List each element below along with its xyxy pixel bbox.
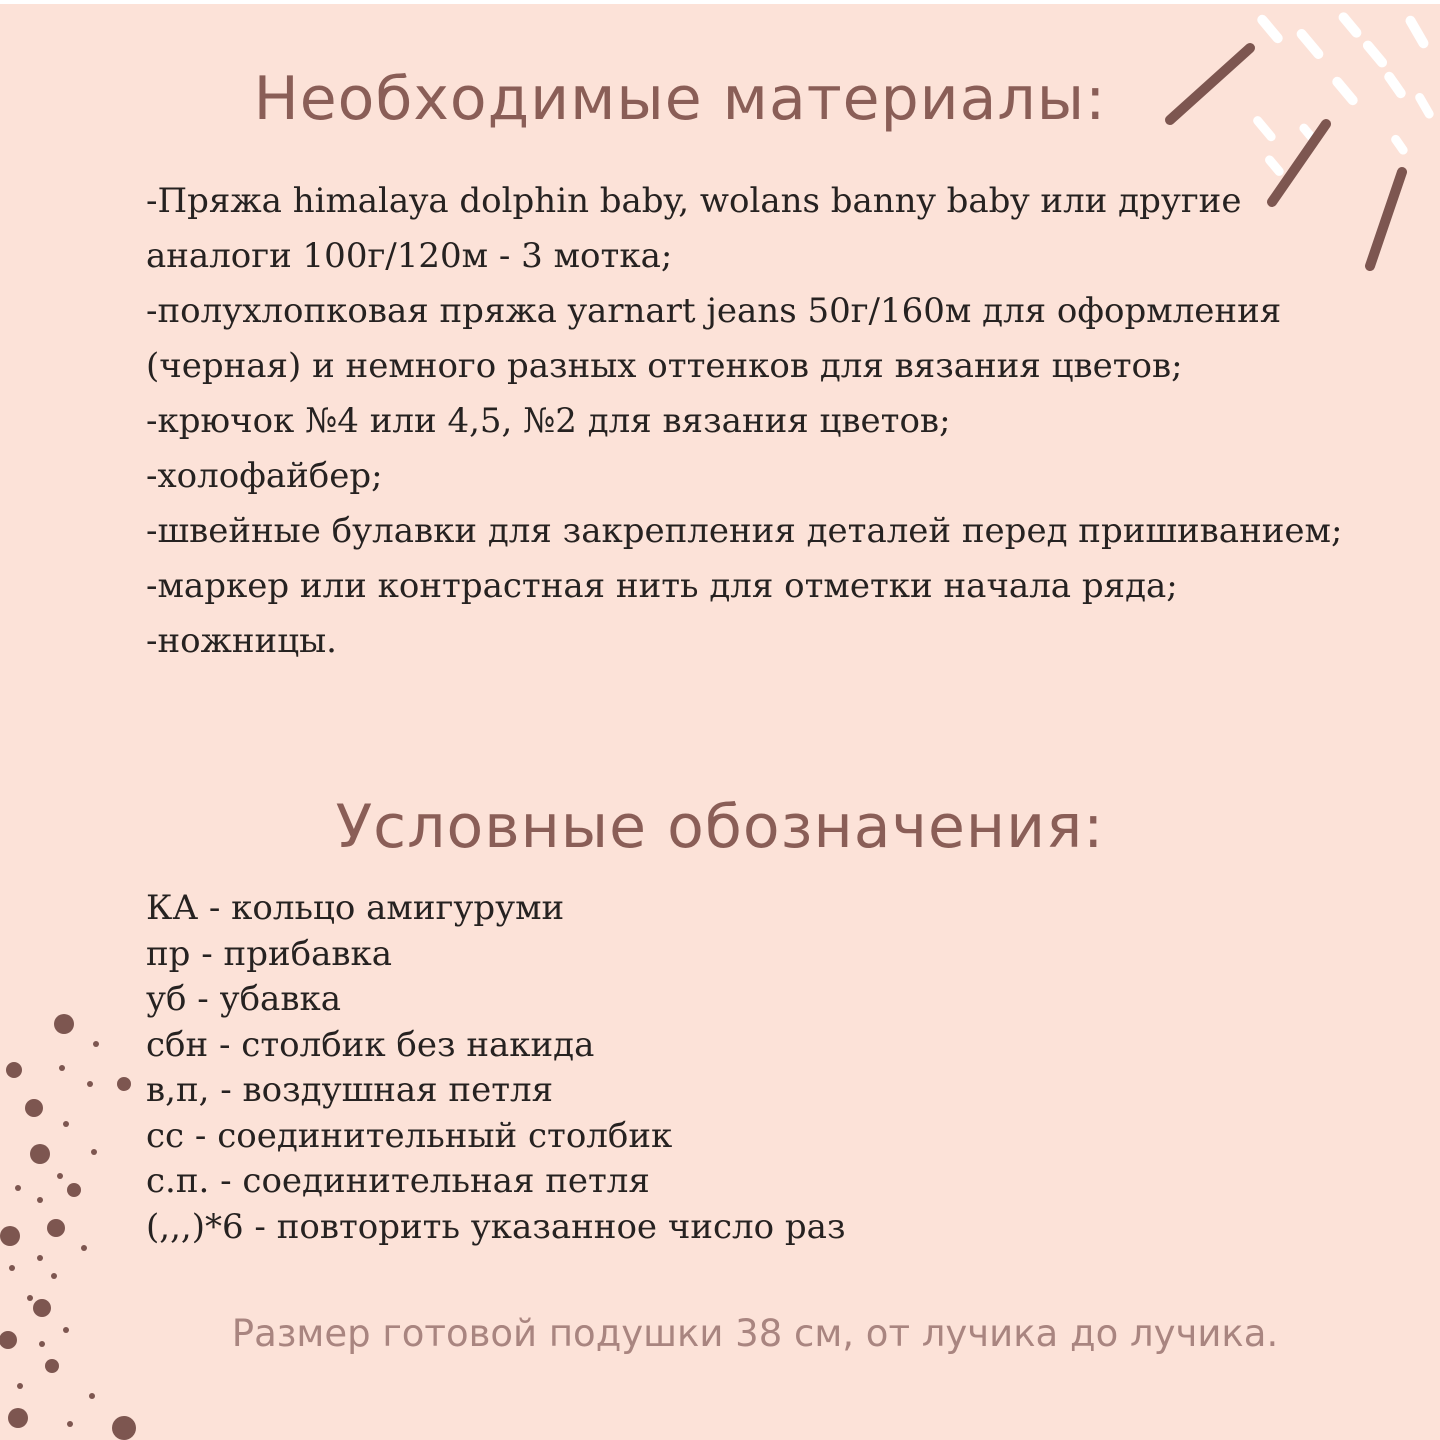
list-item: -швейные булавки для закрепления деталей перед пришиванием; <box>146 511 1343 551</box>
legend-item: в,п, - воздушная петля <box>146 1070 554 1110</box>
list-item: -Пряжа himalaya dolphin baby, wolans banny baby или другие аналоги 100г/120м - 3 мотка; <box>146 181 1242 276</box>
list-item: -холофайбер; <box>146 456 383 496</box>
dots-decoration <box>0 1004 150 1440</box>
list-item: -полухлопковая пряжа yarnart jeans 50г/160м для оформления (черная) и немного разных оттенков для вязания цветов; <box>146 291 1282 386</box>
legend-item: сбн - столбик без накида <box>146 1024 595 1065</box>
list-item: -маркер или контрастная нить для отметки начала ряда; <box>146 566 1178 606</box>
materials-title: Необходимые материалы: <box>253 64 1107 134</box>
legend-item: сс - соединительный столбик <box>146 1115 673 1156</box>
legend-item: КА - кольцо амигуруми <box>146 888 565 928</box>
size-note: Размер готовой подушки 38 см, от лучика до лучика. <box>231 1312 1279 1355</box>
list-item: -ножницы. <box>146 621 337 661</box>
legend-list <box>146 886 846 1250</box>
legend-item: пр - прибавка <box>146 933 393 974</box>
legend-item: с.п. - соединительная петля <box>146 1161 650 1201</box>
page <box>0 4 1440 1440</box>
legend-title: Условные обозначения: <box>335 792 1105 862</box>
list-item: -крючок №4 или 4,5, №2 для вязания цветов; <box>146 401 951 441</box>
legend-item: уб - убавка <box>146 979 341 1019</box>
materials-list <box>146 174 1366 669</box>
legend-item: (,,,)*6 - повторить указанное число раз <box>146 1206 846 1247</box>
